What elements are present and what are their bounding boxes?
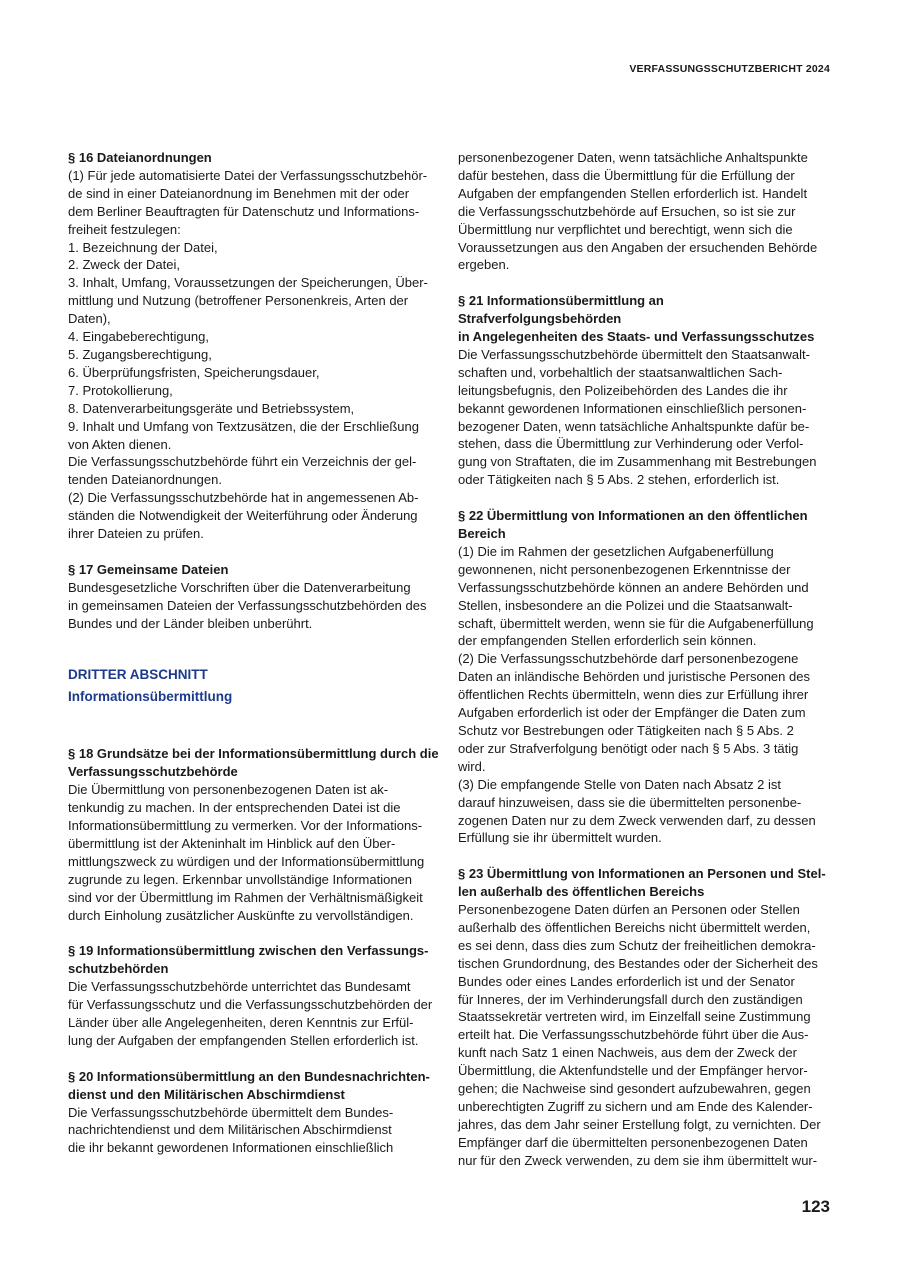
text-line: mittlungszweck zu würdigen und der Informationsübermittlung [68, 853, 425, 869]
text-line: Übermittlung nur verpflichtet und berechtigt, wenn sich die [458, 221, 793, 237]
text-line: 9. Inhalt und Umfang von Textzusätzen, die der Erschließung [68, 418, 419, 434]
text-line: lung der Aufgaben der empfangenden Stellen erforderlich ist. [68, 1032, 419, 1048]
text-line: oder Tätigkeiten nach § 5 Abs. 2 stehen, erforderlich ist. [458, 472, 780, 488]
section-body [68, 167, 440, 543]
text-line: wird. [458, 758, 486, 774]
text-line: ergeben. [458, 257, 510, 273]
text-line: dem Berliner Beauftragten für Datenschutz und Informations- [68, 203, 420, 219]
text-line: Daten), [68, 311, 111, 327]
text-line: die Verfassungsschutzbehörde auf Ersuchen, so ist sie zur [458, 203, 796, 219]
text-line: 7. Protokollierung, [68, 382, 173, 398]
text-line: der empfangenden Stellen erforderlich sein können. [458, 633, 757, 649]
section-body [458, 543, 830, 847]
text-line: (2) Die Verfassungsschutzbehörde darf personenbezogene [458, 651, 799, 667]
section-title [458, 865, 830, 901]
text-line: für Inneres, der im Verhinderungsfall durch den zuständigen [458, 991, 803, 1007]
text-line: tenkundig zu machen. In der entsprechenden Datei ist die [68, 800, 401, 816]
text-line: nur für den Zweck verwenden, zu dem sie ihm übermittelt wur- [458, 1152, 818, 1168]
text-line: Die Übermittlung von personenbezogenen Daten ist ak- [68, 782, 389, 798]
page-number: 123 [801, 1197, 830, 1216]
chapter-label: DRITTER ABSCHNITT [68, 667, 208, 683]
text-line: schaft, übermittelt werden, wenn sie für die Aufgabenerfüllung [458, 615, 814, 631]
text-line: Übermittlung, die Aktenfundstelle und der Empfänger hervor- [458, 1063, 808, 1079]
text-line: § 22 Übermittlung von Informationen an den öffentlichen [458, 508, 808, 524]
text-line: mittlung und Nutzung (betroffener Personenkreis, Arten der [68, 293, 409, 309]
text-line: für Verfassungsschutz und die Verfassungsschutzbehörden der [68, 997, 433, 1013]
text-line: § 18 Grundsätze bei der Informationsübermittlung durch die [68, 746, 439, 762]
section-title [68, 1068, 440, 1104]
text-line: Die Verfassungsschutzbehörde übermittelt dem Bundes- [68, 1104, 394, 1120]
text-line: schaften und, vorbehaltlich der staatsanwaltlichen Sach- [458, 364, 783, 380]
section-body [458, 346, 830, 489]
text-line: Informationsübermittlung zu vermerken. Vor der Informations- [68, 818, 423, 834]
text-line: sind vor der Übermittlung im Rahmen der Verhältnismäßigkeit [68, 889, 423, 905]
left-column [68, 149, 440, 1175]
text-line: len außerhalb des öffentlichen Bereichs [458, 884, 705, 900]
section-body [458, 149, 830, 274]
section-body [68, 1104, 440, 1158]
text-line: Empfänger darf die übermittelten personenbezogenen Daten [458, 1134, 808, 1150]
section-20-continued [458, 149, 830, 274]
text-line: dafür bestehen, dass die Übermittlung für die Erfüllung der [458, 167, 795, 183]
text-line: de sind in einer Dateianordnung im Benehmen mit der oder [68, 185, 410, 201]
text-line: tenden Dateianordnungen. [68, 472, 222, 488]
text-line: Stellen, insbesondere an die Polizei und die Staatsanwalt- [458, 597, 793, 613]
text-line: außerhalb des öffentlichen Bereichs nicht übermittelt werden, [458, 919, 811, 935]
text-line: Bereich [458, 526, 506, 541]
right-column [458, 149, 830, 1188]
text-line: gewonnenen, nicht personenbezogenen Erkenntnisse der [458, 561, 791, 577]
section-19 [68, 942, 440, 1049]
text-line: ihrer Dateien zu prüfen. [68, 526, 204, 542]
text-line: Bundes und der Länder bleiben unberührt. [68, 615, 313, 631]
chapter-heading [68, 664, 440, 708]
text-line: (3) Die empfangende Stelle von Daten nach Absatz 2 ist [458, 776, 782, 792]
text-line: kunft nach Satz 1 einen Nachweis, aus dem der Zweck der [458, 1045, 797, 1061]
text-line: in gemeinsamen Dateien der Verfassungsschutzbehörden des [68, 597, 427, 613]
text-line: in Angelegenheiten des Staats- und Verfassungsschutzes [458, 329, 815, 345]
text-line: stehen, dass die Übermittlung zur Verhinderung oder Verfol- [458, 436, 804, 452]
text-line: freiheit festzulegen: [68, 221, 181, 237]
text-line: Die Verfassungsschutzbehörde führt ein Verzeichnis der gel- [68, 454, 417, 470]
text-line: unberechtigten Zugriff zu sichern und am Ende des Kalender- [458, 1098, 813, 1114]
text-line: 1. Bezeichnung der Datei, [68, 239, 218, 255]
section-title: § 17 Gemeinsame Dateien [68, 561, 229, 577]
text-line: übermittlung ist der Akteninhalt im Hinblick auf den Über- [68, 835, 396, 851]
section-title [68, 745, 440, 781]
text-line: § 20 Informationsübermittlung an den Bundesnachrichten- [68, 1068, 430, 1084]
section-20 [68, 1068, 440, 1158]
text-line: darauf hinzuweisen, dass sie die übermittelten personenbe- [458, 794, 802, 810]
text-line: 5. Zugangsberechtigung, [68, 346, 212, 362]
text-line: § 19 Informationsübermittlung zwischen den Verfassungs- [68, 943, 429, 959]
text-line: 4. Eingabeberechtigung, [68, 329, 209, 345]
text-line: § 21 Informationsübermittlung an Strafverfolgungsbehörden [458, 293, 664, 327]
section-body [68, 781, 440, 924]
section-body [68, 978, 440, 1050]
text-line: Bundesgesetzliche Vorschriften über die Datenverarbeitung [68, 579, 411, 595]
text-line: von Akten dienen. [68, 436, 172, 452]
section-16 [68, 149, 440, 543]
text-line: 3. Inhalt, Umfang, Voraussetzungen der Speicherungen, Über- [68, 275, 428, 291]
section-body [68, 579, 440, 633]
text-line: Aufgaben erforderlich ist oder der Empfänger die Daten zum [458, 705, 806, 721]
text-line: Länder über alle Angelegenheiten, deren Kenntnis zur Erfül- [68, 1015, 414, 1031]
text-line: gehen; die Nachweise sind gesondert aufzubewahren, gegen [458, 1081, 811, 1097]
text-line: bekannt gewordenen Informationen einschließlich personen- [458, 400, 807, 416]
section-18 [68, 745, 440, 924]
text-line: jahres, das dem Jahr seiner Erstellung folgt, zu vernichten. Der [458, 1116, 821, 1132]
text-line: gung von Straftaten, die im Zusammenhang mit Bestrebungen [458, 454, 817, 470]
text-line: Verfassungsschutzbehörde [68, 764, 238, 780]
text-line: 2. Zweck der Datei, [68, 257, 180, 273]
text-line: bezogener Daten, wenn tatsächliche Anhaltspunkte dafür be- [458, 418, 810, 434]
text-line: § 23 Übermittlung von Informationen an Personen und Stel- [458, 866, 826, 882]
text-line: tischen Grundordnung, des Bestandes oder der Sicherheit des [458, 955, 818, 971]
text-line: die ihr bekannt gewordenen Informationen einschließlich [68, 1140, 394, 1156]
text-line: nachrichtendienst und dem Militärischen Abschirmdienst [68, 1122, 392, 1138]
section-21 [458, 292, 830, 489]
text-line: leitungsbefugnis, den Polizeibehörden des Landes die ihr [458, 382, 788, 398]
text-line: zogenen Daten nur zu dem Zweck verwenden darf, zu dessen [458, 812, 816, 828]
section-title: § 16 Dateianordnungen [68, 150, 212, 165]
chapter-title: Informationsübermittlung [68, 689, 233, 705]
text-line: Daten an inländische Behörden und juristische Personen des [458, 669, 810, 685]
section-title [458, 507, 830, 543]
section-22 [458, 507, 830, 847]
text-line: (2) Die Verfassungsschutzbehörde hat in angemessenen Ab- [68, 490, 419, 506]
text-line: 8. Datenverarbeitungsgeräte und Betriebssystem, [68, 400, 355, 416]
text-line: Personenbezogene Daten dürfen an Personen oder Stellen [458, 902, 800, 918]
text-line: 6. Überprüfungsfristen, Speicherungsdauer, [68, 364, 320, 380]
text-line: schutzbehörden [68, 961, 169, 977]
text-line: Die Verfassungsschutzbehörde unterrichtet das Bundesamt [68, 979, 411, 995]
section-title [68, 942, 440, 978]
text-line: öffentlichen Rechts übermitteln, wenn dies zur Erfüllung ihrer [458, 687, 809, 703]
text-line: Die Verfassungsschutzbehörde übermittelt den Staatsanwalt- [458, 346, 810, 362]
text-line: Staatssekretär vertreten wird, im Einzelfall seine Zustimmung [458, 1009, 811, 1025]
text-line: Voraussetzungen aus den Angaben der ersuchenden Behörde [458, 239, 818, 255]
text-line: (1) Für jede automatisierte Datei der Verfassungsschutzbehör- [68, 167, 428, 183]
running-header: VERFASSUNGSSCHUTZBERICHT 2024 [629, 63, 830, 75]
text-line: Aufgaben der empfangenden Stellen erforderlich ist. Handelt [458, 185, 808, 201]
text-line: dienst und den Militärischen Abschirmdienst [68, 1086, 345, 1102]
text-line: durch Einholung zusätzlicher Auskünfte zu vervollständigen. [68, 907, 414, 923]
text-line: ständen die Notwendigkeit der Weiterführung oder Änderung [68, 508, 418, 524]
text-line: erteilt hat. Die Verfassungsschutzbehörde führt über die Aus- [458, 1027, 809, 1043]
text-line: Verfassungsschutzbehörde können an andere Behörden und [458, 579, 809, 595]
text-line: zugrunde zu legen. Erkennbar unvollständige Informationen [68, 871, 413, 887]
text-line: Schutz vor Bestrebungen oder Tätigkeiten nach § 5 Abs. 2 [458, 722, 794, 738]
section-title [458, 292, 830, 346]
text-line: personenbezogener Daten, wenn tatsächliche Anhaltspunkte [458, 150, 808, 165]
text-line: (1) Die im Rahmen der gesetzlichen Aufgabenerfüllung [458, 543, 774, 559]
text-line: Erfüllung sie ihr übermittelt wurden. [458, 830, 662, 846]
text-line: oder zur Strafverfolgung benötigt oder nach § 5 Abs. 3 tätig [458, 740, 799, 756]
section-body [458, 901, 830, 1170]
section-23 [458, 865, 830, 1169]
text-line: Bundes oder eines Landes erforderlich ist und der Senator [458, 973, 795, 989]
section-17 [68, 561, 440, 633]
text-line: es sei denn, dass dies zum Schutz der freiheitlichen demokra- [458, 937, 816, 953]
